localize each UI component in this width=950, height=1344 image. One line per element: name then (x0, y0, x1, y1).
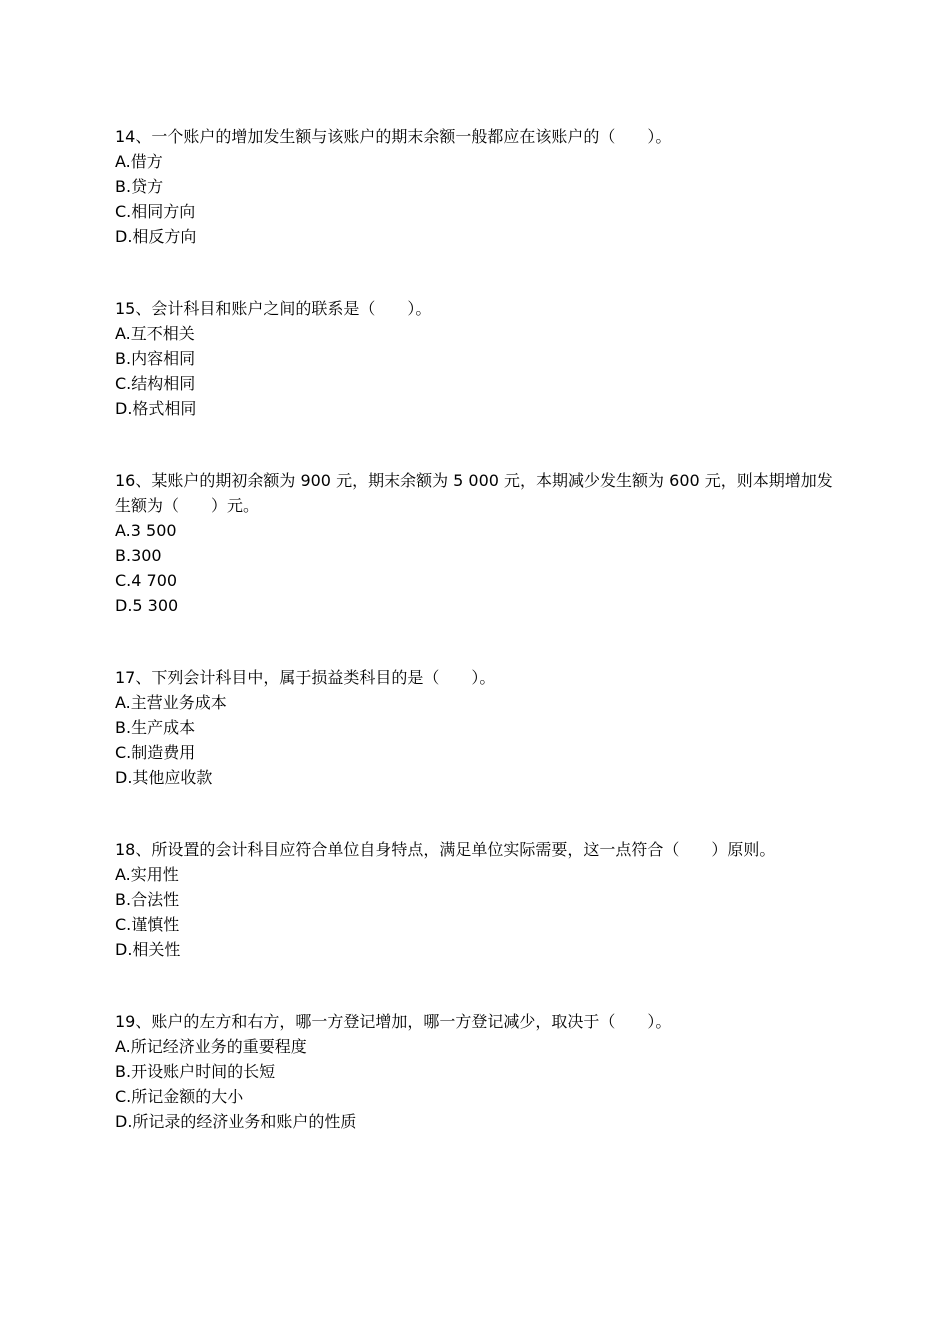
option-b: B.合法性 (115, 890, 180, 909)
option-c: C.相同方向 (115, 202, 196, 221)
option-a: A.实用性 (115, 865, 179, 884)
option-d: D.5 300 (115, 596, 179, 615)
question-18 (115, 837, 835, 962)
option-a: A.互不相关 (115, 324, 195, 343)
question-14 (115, 124, 835, 249)
option-d: D.格式相同 (115, 399, 197, 418)
option-b: B.内容相同 (115, 349, 196, 368)
option-c: C.所记金额的大小 (115, 1087, 244, 1106)
question-16 (115, 468, 835, 618)
option-c: C.制造费用 (115, 743, 196, 762)
option-b: B.生产成本 (115, 718, 196, 737)
option-d: D.相反方向 (115, 227, 197, 246)
option-b: B.开设账户时间的长短 (115, 1062, 276, 1081)
document-page (115, 124, 835, 1181)
option-c: C.谨慎性 (115, 915, 180, 934)
option-c: C.4 700 (115, 571, 178, 590)
option-d: D.其他应收款 (115, 768, 213, 787)
option-b: B.300 (115, 546, 162, 565)
option-a: A.主营业务成本 (115, 693, 227, 712)
question-stem: 18、所设置的会计科目应符合单位自身特点，满足单位实际需要，这一点符合（ ）原则。 (115, 840, 776, 859)
question-19 (115, 1009, 835, 1134)
question-15 (115, 296, 835, 421)
question-17 (115, 665, 835, 790)
option-d: D.所记录的经济业务和账户的性质 (115, 1112, 357, 1131)
question-stem: 14、一个账户的增加发生额与该账户的期末余额一般都应在该账户的（ ）。 (115, 127, 672, 146)
option-a: A.借方 (115, 152, 163, 171)
option-d: D.相关性 (115, 940, 181, 959)
question-stem: 15、会计科目和账户之间的联系是（ ）。 (115, 299, 432, 318)
question-stem: 16、某账户的期初余额为 900 元，期末余额为 5 000 元，本期减少发生额为 600 元，则本期增加发生额为（ ）元。 (115, 471, 833, 515)
option-a: A.所记经济业务的重要程度 (115, 1037, 307, 1056)
question-stem: 19、账户的左方和右方，哪一方登记增加，哪一方登记减少，取决于（ ）。 (115, 1012, 672, 1031)
option-a: A.3 500 (115, 521, 177, 540)
question-stem: 17、下列会计科目中，属于损益类科目的是（ ）。 (115, 668, 496, 687)
option-b: B.贷方 (115, 177, 164, 196)
option-c: C.结构相同 (115, 374, 196, 393)
